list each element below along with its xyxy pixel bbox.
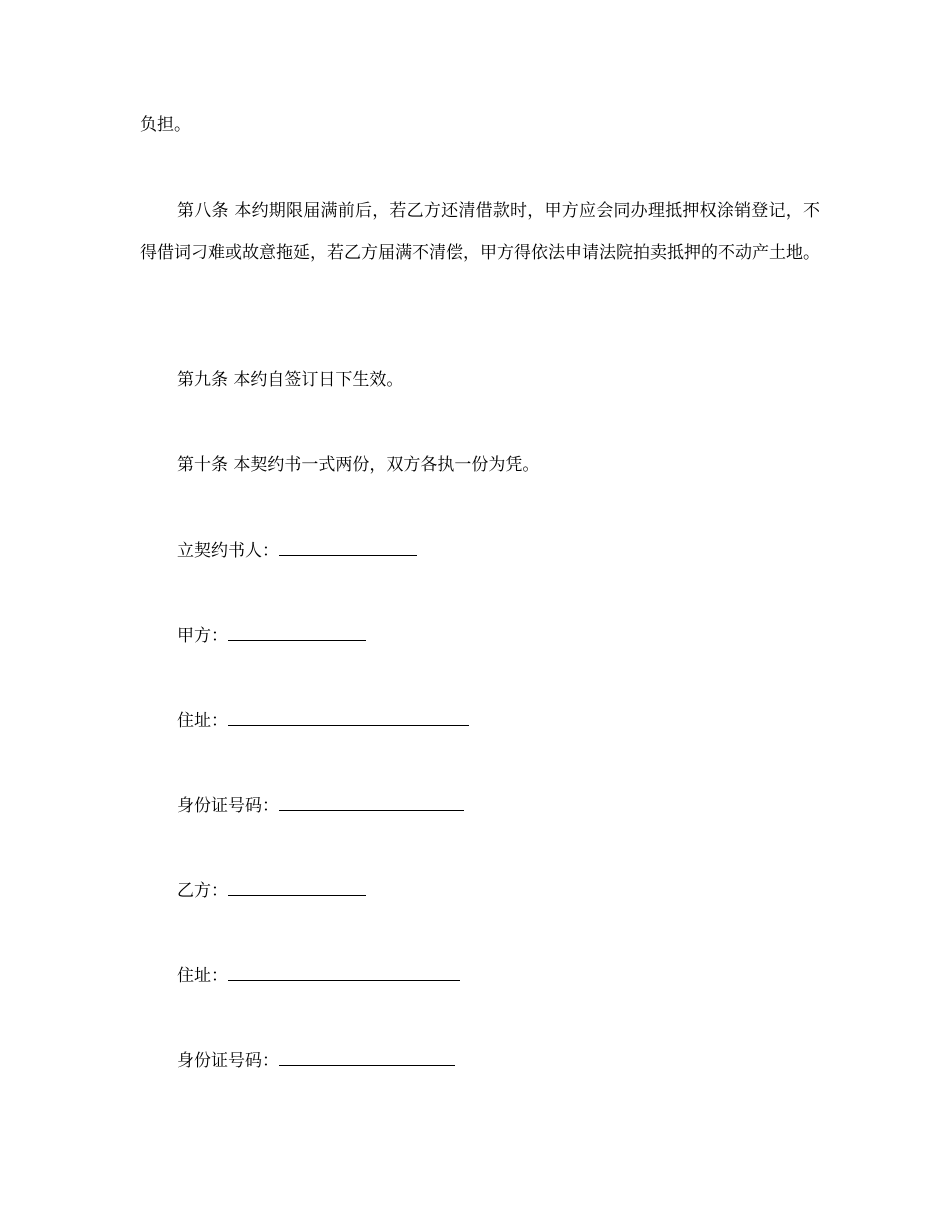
party-b-id-blank[interactable]	[279, 1049, 455, 1066]
article-9: 第九条 本约自签订日下生效。	[177, 370, 404, 390]
party-a-id-field	[177, 794, 464, 816]
article-8: 第八条 本约期限届满前后，若乙方还清借款时，甲方应会同办理抵押权涂销登记，不得借词刁难或故意拖延，若乙方届满不清偿，甲方得依法申请法院拍卖抵押的不动产土地。	[140, 201, 820, 263]
signatories-label: 立契约书人：	[177, 541, 279, 561]
party-b-address-field	[177, 964, 460, 986]
party-a-id-blank[interactable]	[279, 794, 464, 811]
party-b-address-blank[interactable]	[228, 964, 460, 981]
party-b-address-label: 住址：	[177, 966, 228, 986]
party-a-address-field	[177, 709, 469, 731]
party-a-id-label: 身份证号码：	[177, 796, 279, 816]
continuation-text: 负担。	[140, 115, 191, 135]
party-a-address-label: 住址：	[177, 711, 228, 731]
party-b-id-field	[177, 1049, 455, 1071]
party-a-blank[interactable]	[228, 624, 366, 641]
party-b-id-label: 身份证号码：	[177, 1051, 279, 1071]
party-b-blank[interactable]	[228, 879, 366, 896]
party-b-field	[177, 879, 366, 901]
party-a-field	[177, 624, 366, 646]
signatories-blank[interactable]	[279, 539, 417, 556]
article-10: 第十条 本契约书一式两份，双方各执一份为凭。	[177, 455, 540, 475]
party-a-address-blank[interactable]	[228, 709, 469, 726]
party-b-label: 乙方：	[177, 881, 228, 901]
party-a-label: 甲方：	[177, 626, 228, 646]
signatories-field	[177, 539, 417, 561]
